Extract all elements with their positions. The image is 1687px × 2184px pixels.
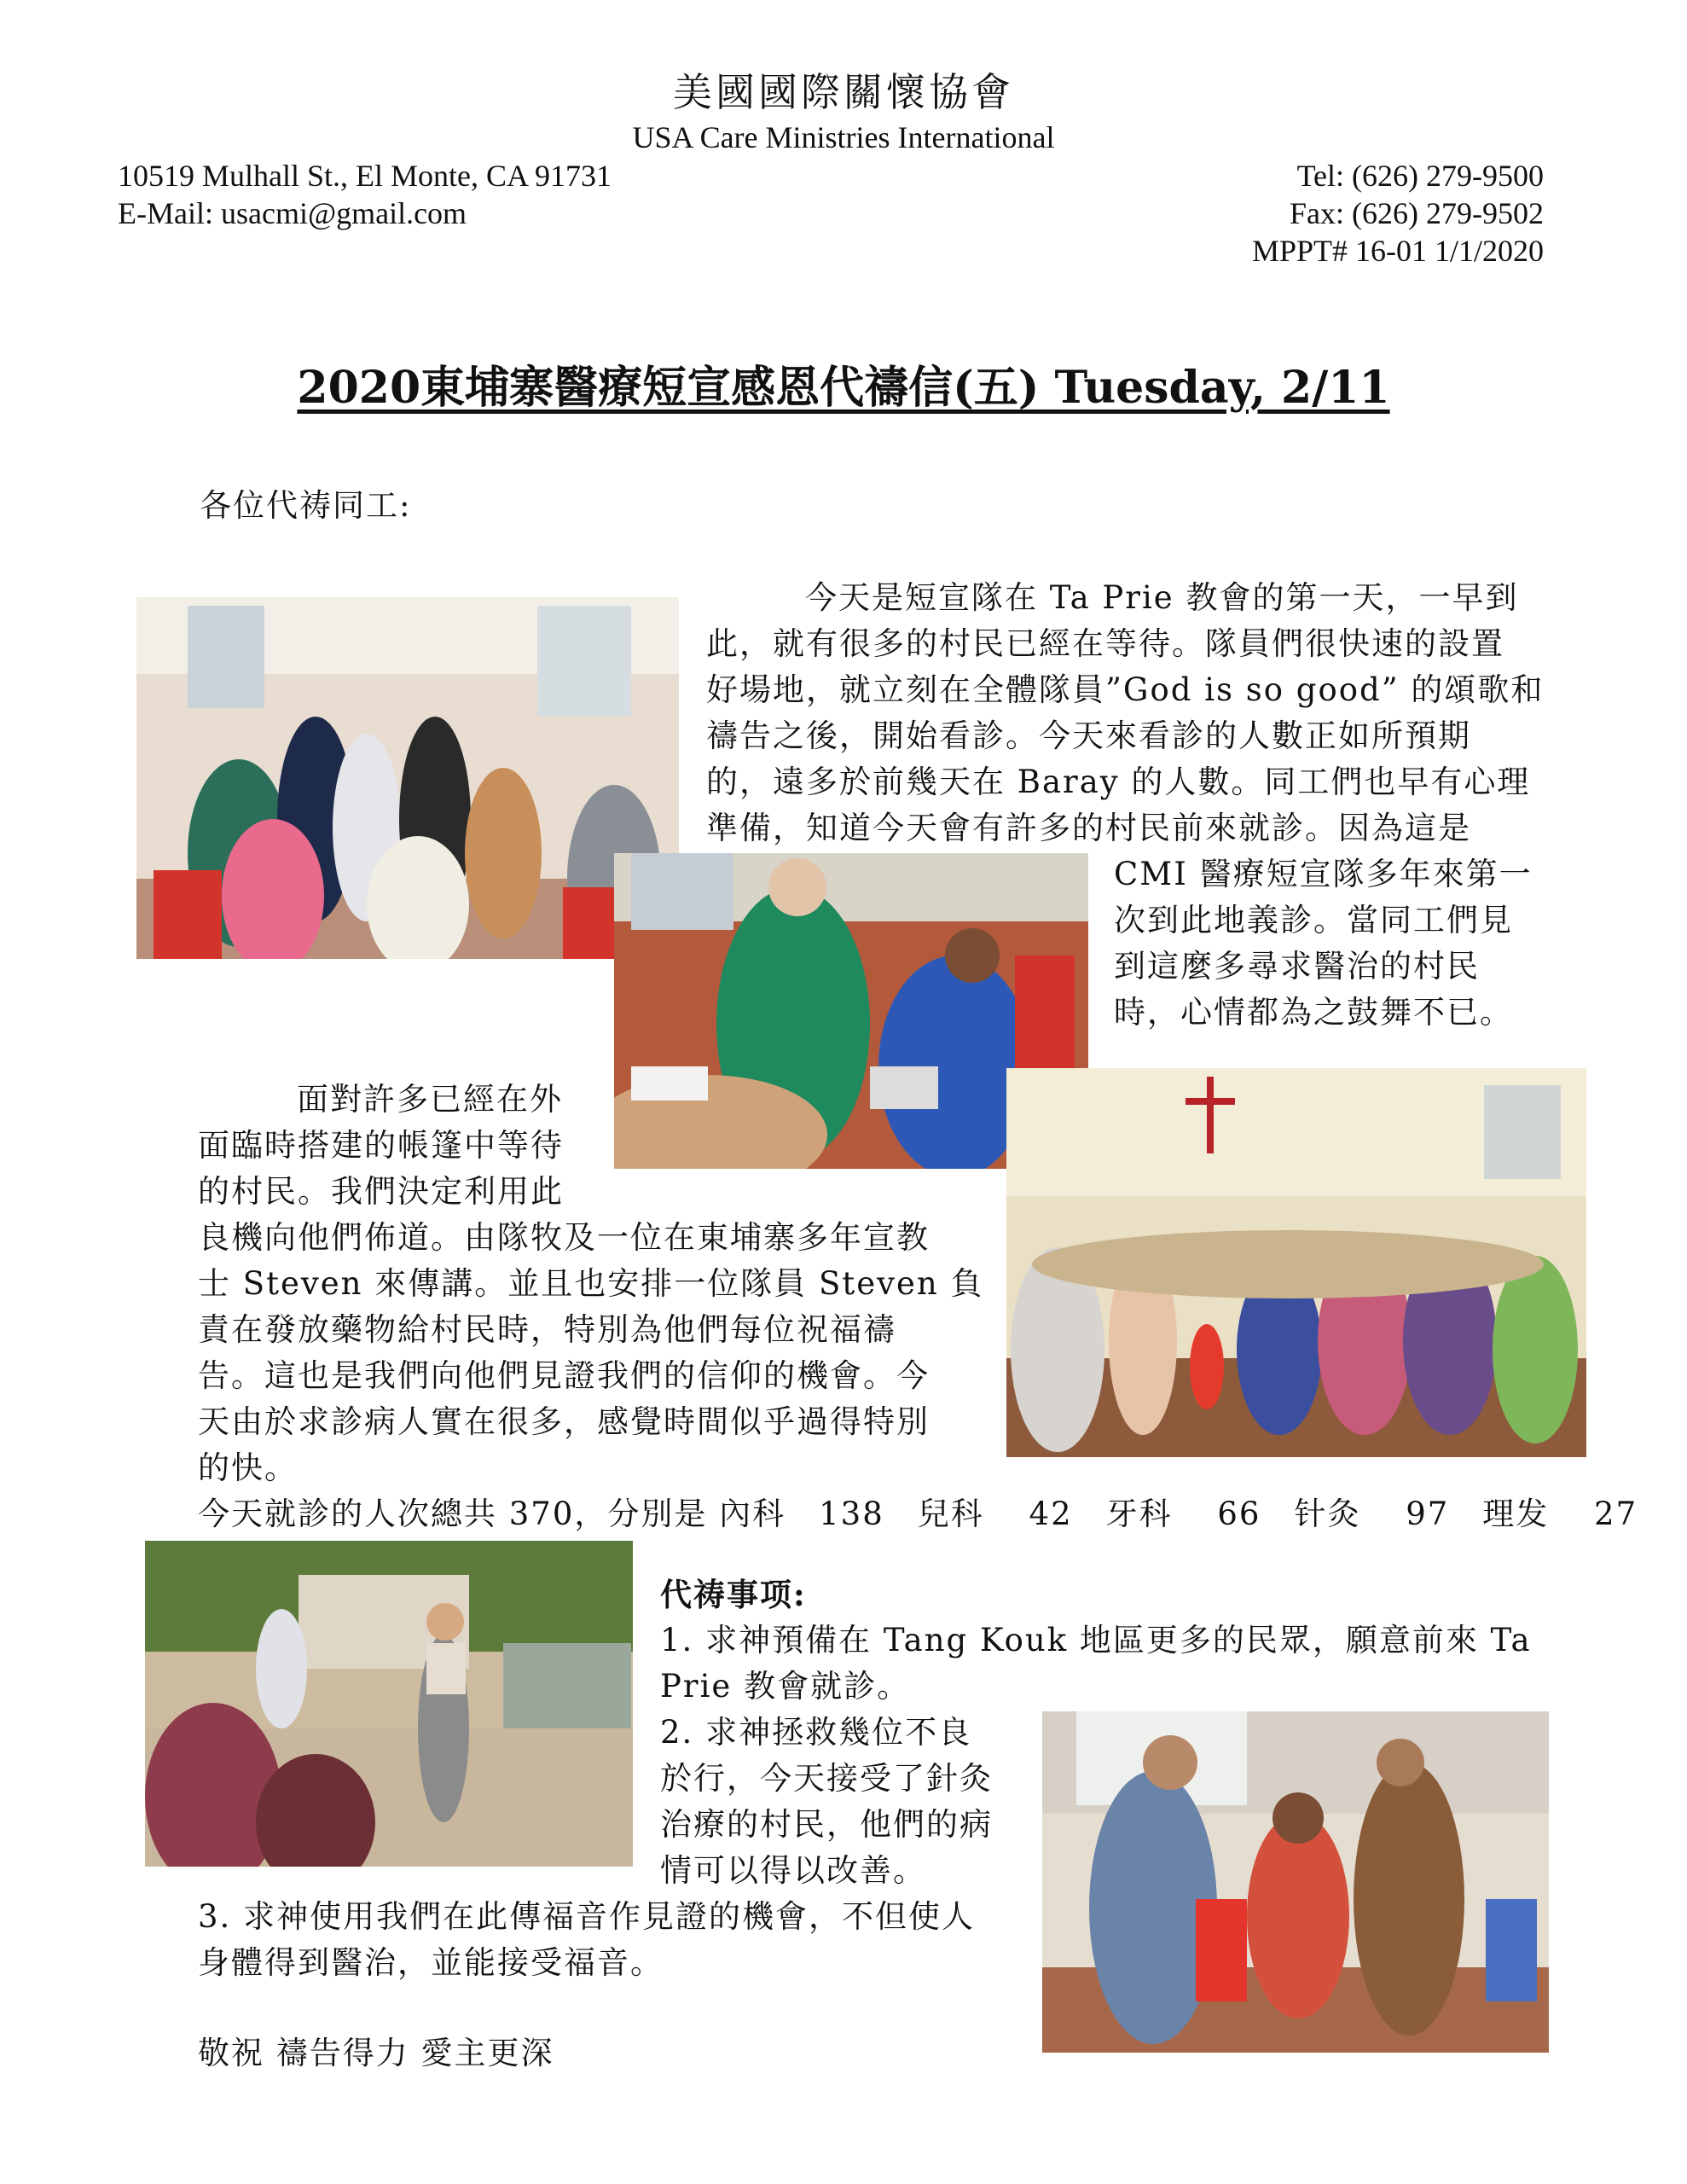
street-address: 10519 Mulhall St., El Monte, CA 91731: [118, 159, 612, 193]
prayer-item1-line2: Prie 教會就診。: [660, 1668, 911, 1705]
mppt-number: MPPT# 16-01 1/1/2020: [1251, 234, 1544, 268]
para2-line4: 良機向他們佈道。由隊牧及一位在東埔寨多年宣教: [198, 1219, 930, 1256]
para1-line5: 的，遠多於前幾天在 Baray 的人數。同工們也早有心理: [706, 764, 1531, 800]
prayer-item2-line3: 治療的村民，他們的病: [660, 1806, 993, 1843]
prayer-item2-line2: 於行，今天接受了針灸: [660, 1760, 993, 1797]
fax: Fax: (626) 279-9502: [1290, 196, 1544, 230]
para2-line3: 的村民。我們決定利用此: [198, 1173, 564, 1210]
para2-line5: 士 Steven 來傳講。並且也安排一位隊員 Steven 負: [198, 1265, 984, 1302]
para1-line6: 準備，知道今天會有許多的村民前來就診。因為這是: [706, 810, 1471, 846]
para2-line8: 天由於求診病人實在很多，感覺時間似乎過得特別: [198, 1403, 930, 1440]
telephone: Tel: (626) 279-9500: [1296, 159, 1544, 193]
para2-line1: 面對許多已經在外: [297, 1081, 563, 1118]
para1-line2: 此，就有很多的村民已經在等待。隊員們很快速的設置: [706, 625, 1504, 662]
letter-title: 2020東埔寨醫療短宣感恩代禱信(五) Tuesday, 2/11: [297, 362, 1390, 414]
patient-stats: 今天就診的人次總共 370，分別是 內科 138 兒科 42 牙科 66 针灸 97 理发 27: [198, 1496, 1638, 1532]
para2-line2: 面臨時搭建的帳篷中等待: [198, 1127, 564, 1164]
para2-line7: 告。這也是我們向他們見證我們的信仰的機會。今: [198, 1357, 930, 1394]
address-block: [118, 157, 612, 232]
photo-outdoor-preaching: [145, 1541, 633, 1867]
greeting: 各位代祷同工:: [200, 487, 412, 524]
para2-line9: 的快。: [198, 1449, 298, 1486]
org-name-english: USA Care Ministries International: [632, 120, 1055, 154]
para1-line7: CMI 醫療短宣隊多年來第一: [1114, 856, 1533, 892]
para1-line1: 今天是短宣隊在 Ta Prie 教會的第一天，一早到: [805, 579, 1519, 616]
photo-group-prayer: [136, 597, 679, 959]
prayer-item1-line1: 1. 求神預備在 Tang Kouk 地區更多的民眾，願意前來 Ta: [660, 1622, 1532, 1658]
email-address: E-Mail: usacmi@gmail.com: [118, 196, 467, 230]
para1-line4: 禱告之後，開始看診。今天來看診的人數正如所預期: [706, 717, 1471, 754]
photo-waiting-crowd: [1006, 1068, 1586, 1457]
para1-line3: 好場地，就立刻在全體隊員”God is so good” 的頌歌和: [706, 671, 1545, 708]
prayer-item2-line4: 情可以得以改善。: [660, 1852, 926, 1889]
photo-acupuncture: [1042, 1711, 1549, 2053]
prayer-heading: 代祷事项:: [660, 1576, 807, 1613]
closing-blessing: 敬祝 禱告得力 愛主更深: [198, 2035, 554, 2071]
para1-line10: 時，心情都為之鼓舞不已。: [1114, 994, 1513, 1031]
prayer-item3-line1: 3. 求神使用我們在此傳福音作見證的機會，不但使人: [198, 1898, 976, 1935]
para1-line8: 次到此地義診。當同工們見: [1114, 902, 1513, 938]
para1-line9: 到這麼多尋求醫治的村民: [1114, 948, 1480, 985]
para2-line6: 責在發放藥物給村民時，特別為他們每位祝福禱: [198, 1311, 896, 1348]
contact-block: [1252, 157, 1544, 270]
prayer-item2-line1: 2. 求神拯救幾位不良: [660, 1714, 972, 1751]
org-name-chinese: 美國國際關懷協會: [673, 69, 1014, 115]
prayer-item3-line2: 身體得到醫治，並能接受福音。: [198, 1944, 664, 1981]
